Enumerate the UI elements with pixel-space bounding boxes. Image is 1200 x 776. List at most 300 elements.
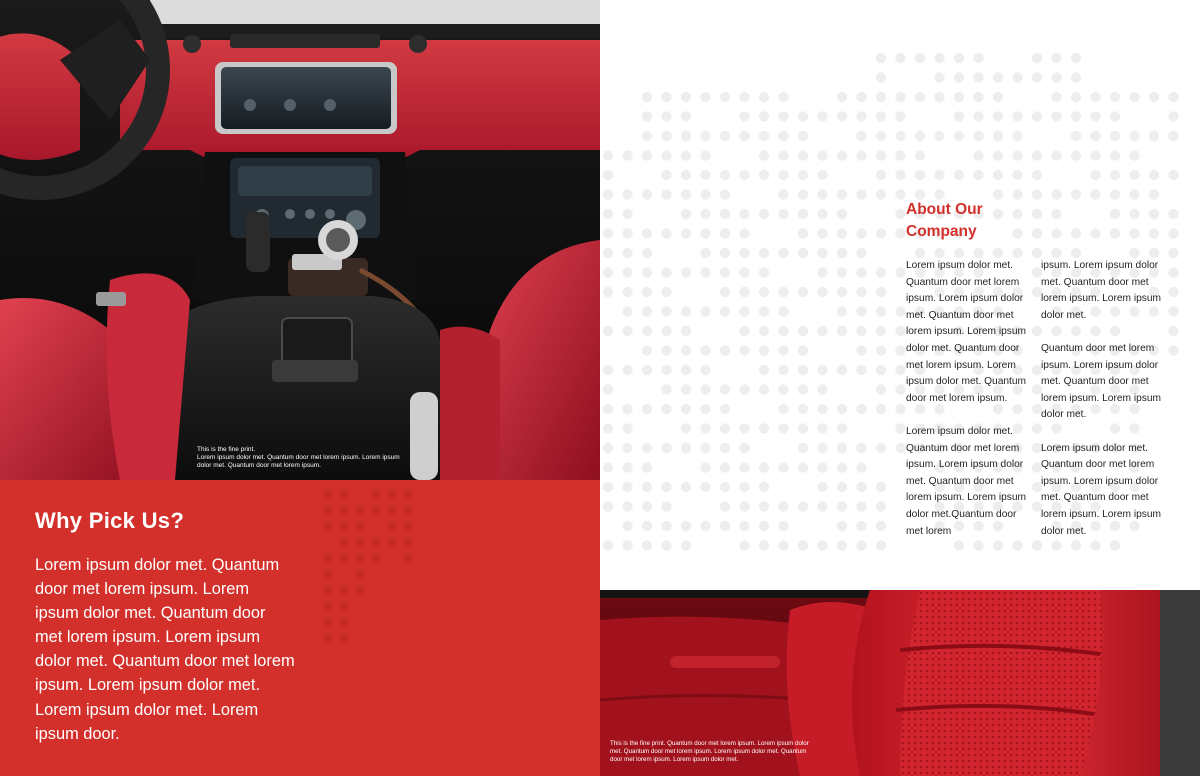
map-dot xyxy=(661,287,671,297)
map-dot xyxy=(603,540,613,550)
map-dot xyxy=(720,267,730,277)
map-dot xyxy=(642,501,652,511)
map-dot xyxy=(973,131,983,141)
map-dot xyxy=(837,92,847,102)
map-dot xyxy=(355,537,364,546)
map-dot xyxy=(1032,170,1042,180)
map-dot xyxy=(759,423,769,433)
map-dot xyxy=(973,170,983,180)
map-dot xyxy=(642,111,652,121)
map-dot xyxy=(739,345,749,355)
why-pick-us-heading: Why Pick Us? xyxy=(35,508,185,533)
map-dot xyxy=(1149,131,1159,141)
map-dot xyxy=(661,111,671,121)
map-dot xyxy=(778,287,788,297)
map-dot xyxy=(700,365,710,375)
map-dot xyxy=(681,365,691,375)
map-dot xyxy=(817,423,827,433)
map-dot xyxy=(720,209,730,219)
about-paragraph: Lorem ipsum dolor met. Quantum door met lorem ipsum. Lorem ipsum dolor met. Quantum door met lorem ipsum. Lorem ipsum dolor met.Quantum door met lorem xyxy=(906,425,1027,537)
map-dot xyxy=(876,521,886,531)
map-dot xyxy=(759,287,769,297)
map-dot xyxy=(739,462,749,472)
map-dot xyxy=(739,521,749,531)
map-dot xyxy=(837,521,847,531)
map-dot xyxy=(1051,540,1061,550)
map-dot xyxy=(895,404,905,414)
map-dot xyxy=(1012,248,1022,258)
map-dot xyxy=(915,150,925,160)
map-dot xyxy=(739,92,749,102)
map-dot xyxy=(1071,131,1081,141)
map-dot xyxy=(954,248,964,258)
map-dot xyxy=(837,150,847,160)
map-dot xyxy=(876,228,886,238)
map-dot xyxy=(603,248,613,258)
map-dot xyxy=(1012,150,1022,160)
map-dot xyxy=(1129,131,1139,141)
map-dot xyxy=(1071,228,1081,238)
map-dot xyxy=(603,326,613,336)
map-dot xyxy=(1129,248,1139,258)
map-dot xyxy=(622,306,632,316)
map-dot xyxy=(603,501,613,511)
map-dot xyxy=(739,443,749,453)
map-dot xyxy=(778,540,788,550)
map-dot xyxy=(661,150,671,160)
map-dot xyxy=(661,170,671,180)
map-dot xyxy=(387,505,396,514)
map-dot xyxy=(817,170,827,180)
map-dot xyxy=(1168,209,1178,219)
map-dot xyxy=(739,170,749,180)
about-paragraph: ipsum. Lorem ipsum dolor met. Quantum door met lorem ipsum. Lorem ipsum dolor met. xyxy=(1041,260,1162,321)
map-dot xyxy=(642,189,652,199)
map-dot xyxy=(739,248,749,258)
map-dot xyxy=(622,501,632,511)
map-dot xyxy=(973,540,983,550)
map-dot xyxy=(954,170,964,180)
map-dot xyxy=(876,443,886,453)
map-dot xyxy=(603,228,613,238)
map-dot xyxy=(1149,248,1159,258)
map-dot xyxy=(681,150,691,160)
map-dot xyxy=(798,287,808,297)
map-dot xyxy=(681,482,691,492)
map-dot xyxy=(720,287,730,297)
map-dot xyxy=(720,228,730,238)
map-dot xyxy=(817,326,827,336)
map-dot xyxy=(837,482,847,492)
map-dot xyxy=(993,131,1003,141)
map-dot xyxy=(622,482,632,492)
map-dot xyxy=(895,384,905,394)
map-dot xyxy=(876,170,886,180)
map-dot xyxy=(603,365,613,375)
map-dot xyxy=(1032,150,1042,160)
map-dot xyxy=(1012,72,1022,82)
map-dot xyxy=(642,521,652,531)
map-dot xyxy=(681,521,691,531)
map-dot xyxy=(1032,248,1042,258)
map-dot xyxy=(1110,170,1120,180)
map-dot xyxy=(739,482,749,492)
map-dot xyxy=(720,501,730,511)
map-dot xyxy=(700,209,710,219)
map-dot xyxy=(1051,92,1061,102)
map-dot xyxy=(798,365,808,375)
map-dot xyxy=(973,111,983,121)
map-dot xyxy=(339,521,348,530)
map-dot xyxy=(739,131,749,141)
red-leather-seat-photo xyxy=(600,590,1200,776)
map-dot xyxy=(1090,170,1100,180)
map-dot xyxy=(642,404,652,414)
map-dot xyxy=(642,462,652,472)
map-dot xyxy=(876,384,886,394)
map-dot xyxy=(681,326,691,336)
map-dot xyxy=(856,501,866,511)
map-dot xyxy=(1168,170,1178,180)
map-dot xyxy=(1090,92,1100,102)
map-dot xyxy=(778,521,788,531)
map-dot xyxy=(876,72,886,82)
map-dot xyxy=(915,131,925,141)
map-dot xyxy=(661,228,671,238)
map-dot xyxy=(1149,189,1159,199)
map-dot xyxy=(778,111,788,121)
map-dot xyxy=(661,189,671,199)
map-dot xyxy=(720,248,730,258)
map-dot xyxy=(759,267,769,277)
map-dot xyxy=(817,267,827,277)
map-dot xyxy=(856,404,866,414)
map-dot xyxy=(739,306,749,316)
map-dot xyxy=(603,150,613,160)
map-dot xyxy=(603,189,613,199)
map-dot xyxy=(993,111,1003,121)
map-dot xyxy=(681,267,691,277)
map-dot xyxy=(856,131,866,141)
map-dot xyxy=(700,228,710,238)
map-dot xyxy=(1090,228,1100,238)
map-dot xyxy=(720,423,730,433)
map-dot xyxy=(1168,326,1178,336)
why-pick-us-body: Lorem ipsum dolor met. Quantum door met lorem ipsum. Lorem ipsum dolor met. Quantum door met lorem ipsum. Lorem ipsum dolor met. Quantum door met lorem ipsum. Lorem ipsum dolor met. Lorem ipsum dolor met. Lorem ipsum door. xyxy=(35,556,295,743)
map-dot xyxy=(798,131,808,141)
map-dot xyxy=(759,462,769,472)
map-dot xyxy=(720,384,730,394)
map-dot xyxy=(355,553,364,562)
map-dot xyxy=(1129,189,1139,199)
map-dot xyxy=(323,569,332,578)
map-dot xyxy=(876,404,886,414)
map-dot xyxy=(720,189,730,199)
map-dot xyxy=(778,501,788,511)
about-paragraph: Quantum door met lorem ipsum. Lorem ipsum dolor met. Quantum door met lorem ipsum. Lorem ipsum dolor met. xyxy=(1041,342,1162,421)
map-dot xyxy=(798,462,808,472)
map-dot xyxy=(759,150,769,160)
map-dot xyxy=(876,111,886,121)
map-dot xyxy=(661,501,671,511)
map-dot xyxy=(778,326,788,336)
map-dot xyxy=(895,443,905,453)
map-dot xyxy=(720,170,730,180)
map-dot xyxy=(622,326,632,336)
map-dot xyxy=(339,489,348,498)
map-dot xyxy=(895,267,905,277)
map-dot xyxy=(895,326,905,336)
map-dot xyxy=(876,540,886,550)
map-dot xyxy=(798,345,808,355)
map-dot xyxy=(895,150,905,160)
map-dot xyxy=(856,150,866,160)
right-page xyxy=(600,0,1200,776)
map-dot xyxy=(355,521,364,530)
map-dot xyxy=(837,111,847,121)
map-dot xyxy=(759,501,769,511)
map-dot xyxy=(661,384,671,394)
map-dot xyxy=(798,111,808,121)
map-dot xyxy=(661,345,671,355)
map-dot xyxy=(798,384,808,394)
map-dot xyxy=(798,228,808,238)
dashboard-illustration xyxy=(0,0,600,480)
map-dot xyxy=(1129,92,1139,102)
map-dot xyxy=(739,501,749,511)
map-dot xyxy=(993,248,1003,258)
map-dot xyxy=(622,540,632,550)
map-dot xyxy=(837,462,847,472)
map-dot xyxy=(1129,170,1139,180)
map-dot xyxy=(622,521,632,531)
seat-photo-caption: This is the fine print. Quantum door met lorem ipsum. Lorem ipsum dolor met. Quantum door met lorem ipsum. Lorem ipsum dolor met. Quantum door met lorem ipsum. Lorem ipsum dolor met. xyxy=(610,740,809,763)
map-dot xyxy=(954,131,964,141)
map-dot xyxy=(856,92,866,102)
map-dot xyxy=(1110,209,1120,219)
map-dot xyxy=(622,267,632,277)
map-dot xyxy=(642,131,652,141)
map-dot xyxy=(856,365,866,375)
map-dot xyxy=(323,489,332,498)
map-dot xyxy=(603,209,613,219)
map-dot xyxy=(1168,111,1178,121)
map-dot xyxy=(622,287,632,297)
map-dot xyxy=(817,540,827,550)
map-dot xyxy=(837,228,847,238)
map-dot xyxy=(603,462,613,472)
map-dot xyxy=(1012,170,1022,180)
map-dot xyxy=(856,306,866,316)
map-dot xyxy=(622,209,632,219)
map-dot xyxy=(798,404,808,414)
map-dot xyxy=(876,131,886,141)
map-dot xyxy=(778,404,788,414)
map-dot xyxy=(876,365,886,375)
map-dot xyxy=(622,228,632,238)
car-dashboard-photo xyxy=(0,0,600,480)
map-dot xyxy=(973,248,983,258)
about-company-heading: About Our Company xyxy=(906,201,983,240)
map-dot xyxy=(973,53,983,63)
map-dot xyxy=(622,462,632,472)
map-dot xyxy=(817,150,827,160)
map-dot xyxy=(1071,540,1081,550)
map-dot xyxy=(661,131,671,141)
map-dot xyxy=(934,170,944,180)
map-dot xyxy=(1129,228,1139,238)
map-dot xyxy=(1168,267,1178,277)
map-dot xyxy=(954,72,964,82)
map-dot xyxy=(856,228,866,238)
map-dot xyxy=(895,345,905,355)
map-dot xyxy=(720,521,730,531)
map-dot xyxy=(681,404,691,414)
map-dot xyxy=(1051,111,1061,121)
map-dot xyxy=(1168,345,1178,355)
map-dot xyxy=(1051,209,1061,219)
map-dot xyxy=(778,131,788,141)
map-dot xyxy=(339,617,348,626)
map-dot xyxy=(759,521,769,531)
map-dot xyxy=(622,189,632,199)
map-dot xyxy=(778,306,788,316)
map-dot xyxy=(339,585,348,594)
map-dot xyxy=(1071,150,1081,160)
map-dot xyxy=(778,462,788,472)
map-dot xyxy=(661,521,671,531)
map-dot xyxy=(876,53,886,63)
map-dot xyxy=(355,569,364,578)
map-dot xyxy=(915,170,925,180)
map-dot xyxy=(1149,170,1159,180)
map-dot xyxy=(817,365,827,375)
map-dot xyxy=(1110,150,1120,160)
map-dot xyxy=(739,228,749,238)
map-dot xyxy=(934,72,944,82)
map-dot xyxy=(371,489,380,498)
map-dot xyxy=(339,601,348,610)
about-paragraph: Lorem ipsum dolor met. Quantum door met lorem ipsum. Lorem ipsum dolor met. Quantum door met lorem ipsum. Lorem ipsum dolor met. Quantum door met lorem ipsum. Lorem ipsum dolor met. Quantum door met lorem ipsum. xyxy=(906,260,1027,404)
map-dot xyxy=(1071,248,1081,258)
map-dot xyxy=(739,423,749,433)
map-dot xyxy=(759,111,769,121)
map-dot xyxy=(817,384,827,394)
map-dot xyxy=(1051,228,1061,238)
map-dot xyxy=(387,537,396,546)
map-dot xyxy=(661,267,671,277)
map-dot xyxy=(1071,53,1081,63)
map-dot xyxy=(876,189,886,199)
map-dot xyxy=(681,92,691,102)
map-dot xyxy=(700,248,710,258)
map-dot xyxy=(876,326,886,336)
map-dot xyxy=(642,443,652,453)
map-dot xyxy=(798,326,808,336)
map-dot xyxy=(1129,209,1139,219)
map-dot xyxy=(1090,540,1100,550)
map-dot xyxy=(1168,228,1178,238)
map-dot xyxy=(954,540,964,550)
map-dot xyxy=(837,423,847,433)
map-dot xyxy=(339,633,348,642)
map-dot xyxy=(778,150,788,160)
map-dot xyxy=(681,540,691,550)
about-column-2 xyxy=(1041,258,1169,540)
map-dot xyxy=(739,267,749,277)
map-dot xyxy=(323,601,332,610)
map-dot xyxy=(642,228,652,238)
map-dot xyxy=(1051,72,1061,82)
map-dot xyxy=(895,170,905,180)
map-dot xyxy=(778,170,788,180)
map-dot xyxy=(1051,53,1061,63)
map-dot xyxy=(778,248,788,258)
map-dot xyxy=(700,170,710,180)
map-dot xyxy=(915,53,925,63)
map-dot xyxy=(323,585,332,594)
map-dot xyxy=(700,443,710,453)
map-dot xyxy=(720,345,730,355)
map-dot xyxy=(661,404,671,414)
map-dot xyxy=(622,404,632,414)
map-dot xyxy=(798,189,808,199)
map-dot xyxy=(759,540,769,550)
map-dot xyxy=(934,248,944,258)
map-dot xyxy=(622,248,632,258)
map-dot xyxy=(323,521,332,530)
map-dot xyxy=(622,423,632,433)
map-dot xyxy=(700,131,710,141)
map-dot xyxy=(1149,92,1159,102)
caption-title: This is the fine print. xyxy=(197,446,256,453)
map-dot xyxy=(700,345,710,355)
map-dot xyxy=(759,482,769,492)
map-dot xyxy=(895,131,905,141)
map-dot xyxy=(720,131,730,141)
map-dot xyxy=(817,482,827,492)
map-dot xyxy=(1110,189,1120,199)
map-dot xyxy=(856,521,866,531)
map-dot xyxy=(603,443,613,453)
map-dot xyxy=(934,53,944,63)
map-dot xyxy=(603,287,613,297)
map-dot xyxy=(720,404,730,414)
map-dot xyxy=(642,306,652,316)
map-dot xyxy=(856,345,866,355)
map-dot xyxy=(661,482,671,492)
map-dot xyxy=(876,92,886,102)
map-dot xyxy=(1012,540,1022,550)
map-dot xyxy=(622,150,632,160)
map-dot xyxy=(954,92,964,102)
map-dot xyxy=(681,131,691,141)
map-dot xyxy=(661,443,671,453)
map-dot xyxy=(778,189,788,199)
map-dot xyxy=(700,267,710,277)
map-dot xyxy=(759,170,769,180)
why-pick-us-panel xyxy=(0,480,600,776)
map-dot xyxy=(837,189,847,199)
map-dot xyxy=(993,72,1003,82)
caption-text: Lorem ipsum dolor met. Quantum door met lorem ipsum. Lorem ipsum dolor met. Quantum door met lorem ipsum. xyxy=(197,454,400,470)
map-dot xyxy=(661,326,671,336)
map-dot xyxy=(837,365,847,375)
map-dot xyxy=(798,150,808,160)
map-dot xyxy=(739,326,749,336)
map-dot xyxy=(778,423,788,433)
map-dot xyxy=(339,505,348,514)
